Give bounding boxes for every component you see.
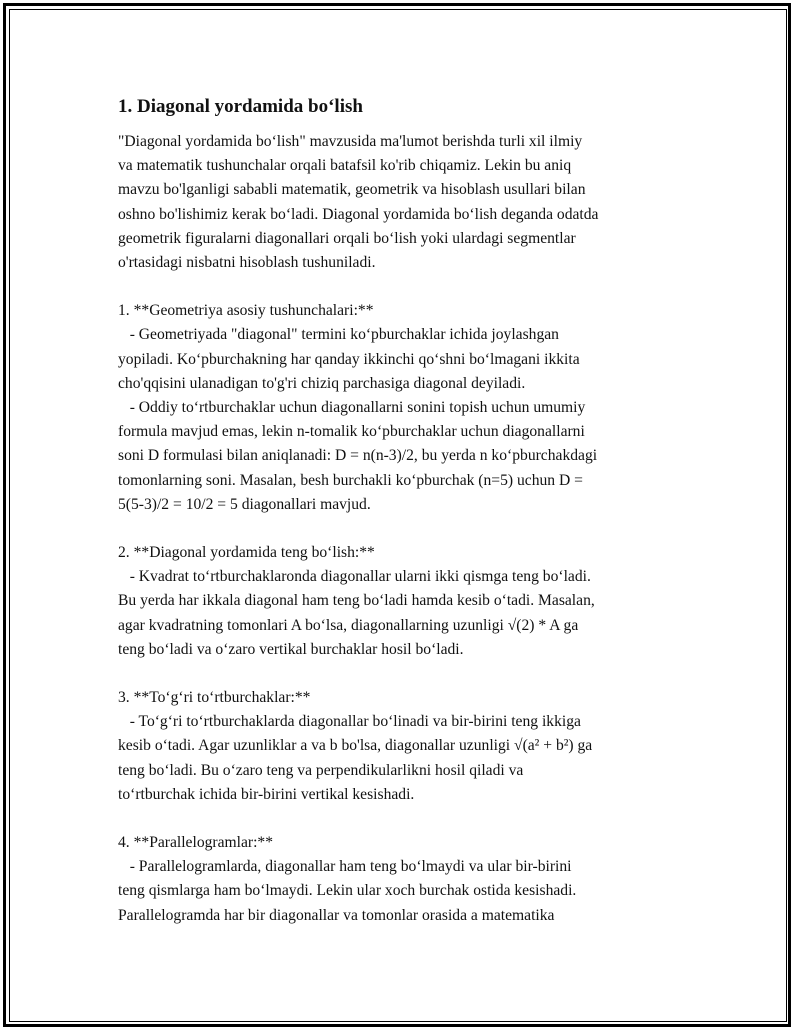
section-heading: 1. Diagonal yordamida bo‘lish bbox=[118, 96, 363, 117]
text-line: mavzu bo'lganligi sababli matematik, geometrik va hisoblash usullari bilan bbox=[118, 181, 586, 199]
text-line: cho'qqisini ulanadigan to'g'ri chiziq parchasiga diagonal deyiladi. bbox=[118, 374, 526, 392]
text-line: - Kvadrat to‘rtburchaklaronda diagonallar ularni ikki qismga teng bo‘ladi. bbox=[118, 568, 591, 586]
text-line: Bu yerda har ikkala diagonal ham teng bo‘ladi hamda kesib o‘tadi. Masalan, bbox=[118, 592, 595, 610]
rectangles-paragraph bbox=[118, 686, 698, 807]
text-line: geometrik figuralarni diagonallari orqali bo‘lish yoki ulardagi segmentlar bbox=[118, 229, 576, 247]
text-line: - Parallelogramlarda, diagonallar ham teng bo‘lmaydi va ular bir-birini bbox=[118, 858, 572, 876]
text-line: oshno bo'lishimiz kerak bo‘ladi. Diagonal yordamida bo‘lish deganda odatda bbox=[118, 205, 599, 223]
intro-paragraph bbox=[118, 130, 698, 275]
text-line: teng bo‘ladi. Bu o‘zaro teng va perpendikularlikni hosil qiladi va bbox=[118, 761, 524, 779]
document-body bbox=[118, 94, 698, 952]
text-line: teng qismlarga ham bo‘lmaydi. Lekin ular xoch burchak ostida kesishadi. bbox=[118, 882, 577, 900]
parallelograms-paragraph bbox=[118, 831, 698, 928]
text-line: 4. **Parallelogramlar:** bbox=[118, 834, 274, 852]
text-line: "Diagonal yordamida bo‘lish" mavzusida ma'lumot berishda turli xil ilmiy bbox=[118, 133, 583, 150]
text-line: formula mavjud emas, lekin n-tomalik ko‘pburchaklar uchun diagonallarni bbox=[118, 423, 585, 441]
text-line: va matematik tushunchalar orqali batafsil ko'rib chiqamiz. Lekin bu aniq bbox=[118, 157, 572, 175]
text-line: - Oddiy to‘rtburchaklar uchun diagonallarni sonini topish uchun umumiy bbox=[118, 399, 586, 417]
equal-division-paragraph bbox=[118, 541, 698, 662]
text-line: agar kvadratning tomonlari A bo‘lsa, diagonallarning uzunligi √(2) * A ga bbox=[118, 616, 579, 634]
text-line: yopiladi. Ko‘pburchakning har qanday ikkinchi qo‘shni bo‘lmagani ikkita bbox=[118, 350, 580, 368]
text-line: 1. **Geometriya asosiy tushunchalari:** bbox=[118, 302, 374, 320]
text-line: - Geometriyada "diagonal" termini ko‘pburchaklar ichida joylashgan bbox=[118, 326, 559, 344]
text-line: kesib o‘tadi. Agar uzunliklar a va b bo'lsa, diagonallar uzunligi √(a² + b²) ga bbox=[118, 737, 593, 755]
text-line: o'rtasidagi nisbatni hisoblash tushuniladi. bbox=[118, 254, 376, 272]
text-line: 2. **Diagonal yordamida teng bo‘lish:** bbox=[118, 544, 375, 562]
text-line: tomonlarning soni. Masalan, besh burchakli ko‘pburchak (n=5) uchun D = bbox=[118, 471, 583, 489]
text-line: teng bo‘ladi va o‘zaro vertikal burchaklar hosil bo‘ladi. bbox=[118, 640, 464, 658]
geometry-basics-paragraph bbox=[118, 299, 698, 517]
text-line: to‘rtburchak ichida bir-birini vertikal kesishadi. bbox=[118, 785, 415, 803]
text-line: 5(5-3)/2 = 10/2 = 5 diagonallari mavjud. bbox=[118, 495, 371, 513]
text-line: Parallelogramda har bir diagonallar va tomonlar orasida a matematika bbox=[118, 906, 555, 924]
text-line: soni D formulasi bilan aniqlanadi: D = n(n-3)/2, bu yerda n ko‘pburchakdagi bbox=[118, 447, 598, 465]
text-line: - To‘g‘ri to‘rtburchaklarda diagonallar bo‘linadi va bir-birini teng ikkiga bbox=[118, 713, 581, 731]
text-line: 3. **To‘g‘ri to‘rtburchaklar:** bbox=[118, 689, 311, 707]
